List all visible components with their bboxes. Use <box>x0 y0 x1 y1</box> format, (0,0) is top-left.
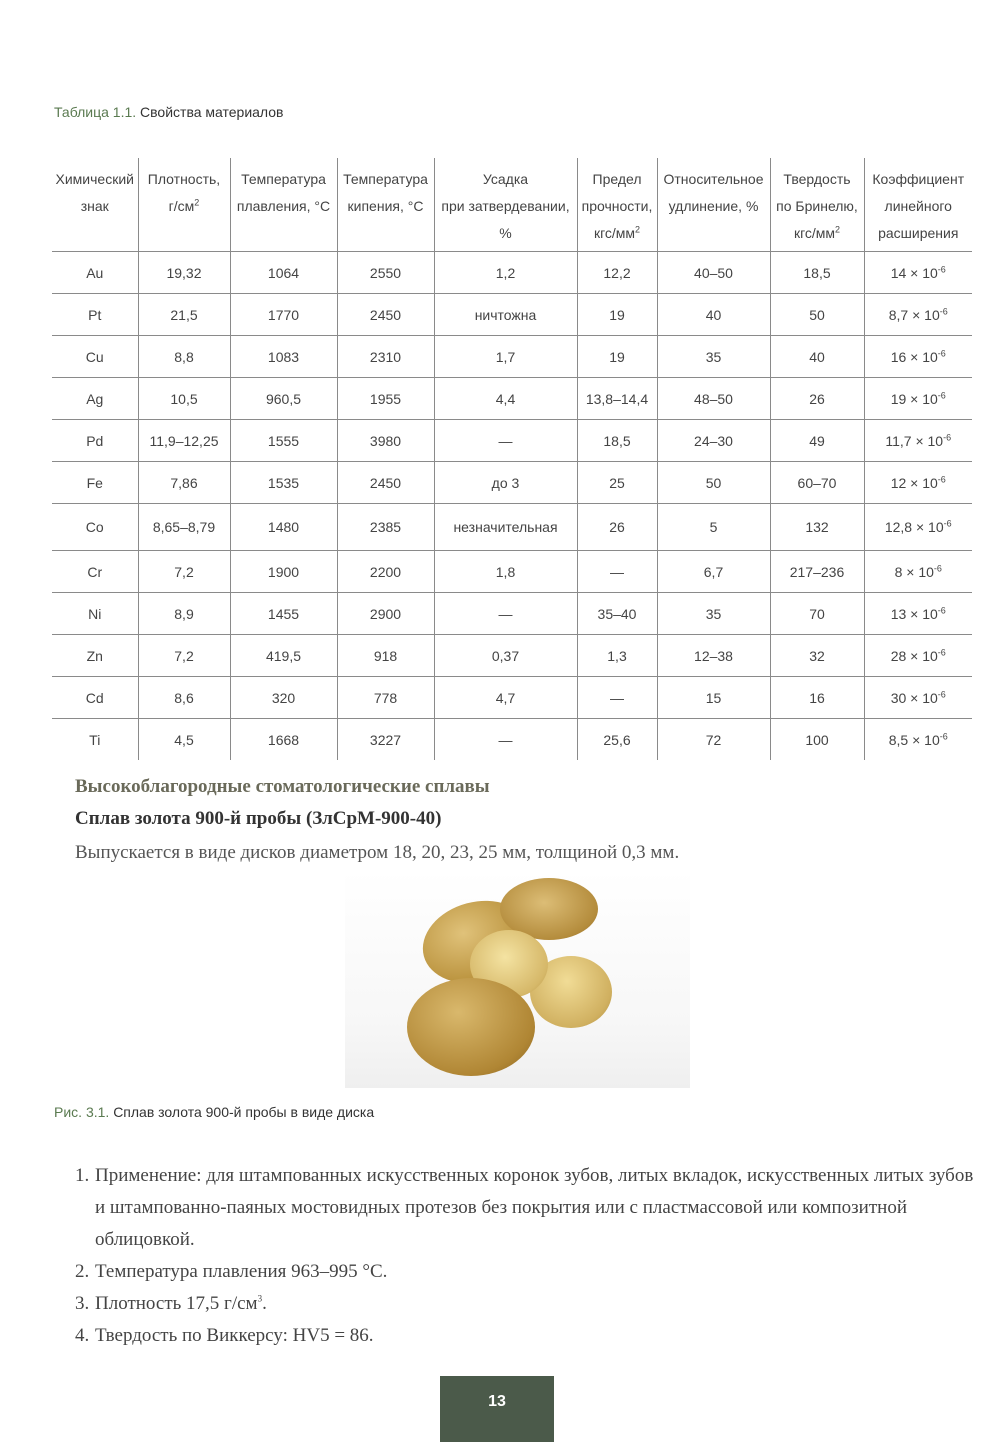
table-row <box>52 635 972 677</box>
table-cell: 4,7 <box>434 677 577 719</box>
table-cell: 35 <box>657 593 770 635</box>
table-cell: 26 <box>577 504 657 551</box>
table-cell: Cu <box>52 336 138 378</box>
table-cell: ничтожна <box>434 294 577 336</box>
table-cell: $16 \times 10^{-6}$ <box>864 336 972 378</box>
table-row <box>52 551 972 593</box>
table-cell: Ag <box>52 378 138 420</box>
table-cell: 1064 <box>230 252 337 294</box>
table-row <box>52 378 972 420</box>
list-item: 1. Применение: для штампованных искусственных коронок зубов, литых вкладок, искусственных литых зубов и штампованно-паяных мостовидных протезов без покрытия или с пластмассовой или композитной облицовкой. <box>75 1165 974 1250</box>
figure-caption-number: Рис. 3.1. <box>54 1104 110 1120</box>
table-cell: 8,6 <box>138 677 230 719</box>
table-cell: 26 <box>770 378 864 420</box>
section-paragraph: Выпускается в виде дисков диаметром 18, 20, 23, 25 мм, толщиной 0,3 мм. <box>75 842 680 863</box>
column-header: Относительное удлинение, % <box>657 158 770 252</box>
column-header: Химический знак <box>52 158 138 252</box>
table-cell: 6,7 <box>657 551 770 593</box>
table-cell: 2385 <box>337 504 434 551</box>
list-item: 3. Плотность 17,5 $г/см^3$. <box>75 1293 267 1314</box>
materials-table <box>52 158 972 760</box>
table-cell: 50 <box>657 462 770 504</box>
page-number: 13 <box>440 1376 554 1442</box>
table-cell: 72 <box>657 719 770 761</box>
table-cell: до 3 <box>434 462 577 504</box>
table-cell: 1535 <box>230 462 337 504</box>
table-cell: 25,6 <box>577 719 657 761</box>
table-cell: $11,7 \times 10^{-6}$ <box>864 420 972 462</box>
table-row <box>52 593 972 635</box>
table-cell: 1900 <box>230 551 337 593</box>
table-cell: 3227 <box>337 719 434 761</box>
list-item: 2. Температура плавления 963–995 °С. <box>75 1261 388 1282</box>
table-cell: $8,7 \times 10^{-6}$ <box>864 294 972 336</box>
table-cell: 4,4 <box>434 378 577 420</box>
list-item: 4. Твердость по Виккерсу: HV5 = 86. <box>75 1325 374 1346</box>
table-cell: 7,2 <box>138 635 230 677</box>
table-cell: Cd <box>52 677 138 719</box>
table-cell: 35 <box>657 336 770 378</box>
properties-list <box>75 1160 980 1352</box>
table-cell: Zn <box>52 635 138 677</box>
table-cell: 50 <box>770 294 864 336</box>
table-cell: $30 \times 10^{-6}$ <box>864 677 972 719</box>
table-cell: 1955 <box>337 378 434 420</box>
table-cell: Co <box>52 504 138 551</box>
table-cell: незначительная <box>434 504 577 551</box>
table-cell: — <box>434 420 577 462</box>
table-cell: 18,5 <box>770 252 864 294</box>
table-row <box>52 294 972 336</box>
column-header: Коэффициент линейного расширения <box>864 158 972 252</box>
table-cell: 8,8 <box>138 336 230 378</box>
table-cell: $12,8 \times 10^{-6}$ <box>864 504 972 551</box>
table-cell: 18,5 <box>577 420 657 462</box>
table-cell: $8 \times 10^{-6}$ <box>864 551 972 593</box>
table-cell: 12–38 <box>657 635 770 677</box>
table-row <box>52 336 972 378</box>
table-cell: 0,37 <box>434 635 577 677</box>
table-cell: $28 \times 10^{-6}$ <box>864 635 972 677</box>
column-header: Твердость по Бринелю, кгс/$мм^2$ <box>770 158 864 252</box>
table-cell: 48–50 <box>657 378 770 420</box>
table-cell: 1,8 <box>434 551 577 593</box>
table-cell: 49 <box>770 420 864 462</box>
table-caption <box>54 104 283 120</box>
table-cell: 21,5 <box>138 294 230 336</box>
table-cell: 13,8–14,4 <box>577 378 657 420</box>
table-cell: 1770 <box>230 294 337 336</box>
column-header: Предел прочности, кгс/$мм^2$ <box>577 158 657 252</box>
table-cell: 25 <box>577 462 657 504</box>
table-cell: 1,3 <box>577 635 657 677</box>
table-cell: 960,5 <box>230 378 337 420</box>
table-cell: 1480 <box>230 504 337 551</box>
table-cell: 100 <box>770 719 864 761</box>
table-cell: 40 <box>657 294 770 336</box>
table-cell: 19 <box>577 294 657 336</box>
table-cell: 918 <box>337 635 434 677</box>
gold-disc <box>407 978 535 1076</box>
table-cell: Fe <box>52 462 138 504</box>
table-cell: 419,5 <box>230 635 337 677</box>
table-cell: 70 <box>770 593 864 635</box>
table-cell: 2550 <box>337 252 434 294</box>
table-cell: 2310 <box>337 336 434 378</box>
table-cell: — <box>577 677 657 719</box>
table-cell: 1,7 <box>434 336 577 378</box>
table-cell: Au <box>52 252 138 294</box>
table-cell: $13 \times 10^{-6}$ <box>864 593 972 635</box>
table-cell: 12,2 <box>577 252 657 294</box>
table-cell: Cr <box>52 551 138 593</box>
table-cell: 5 <box>657 504 770 551</box>
table-cell: 8,65–8,79 <box>138 504 230 551</box>
table-row <box>52 462 972 504</box>
table-cell: 32 <box>770 635 864 677</box>
table-cell: 35–40 <box>577 593 657 635</box>
table-cell: 11,9–12,25 <box>138 420 230 462</box>
table-cell: $19 \times 10^{-6}$ <box>864 378 972 420</box>
table-cell: 778 <box>337 677 434 719</box>
table-cell: 132 <box>770 504 864 551</box>
table-cell: Ti <box>89 731 101 748</box>
figure-caption-text: Сплав золота 900-й пробы в виде диска <box>113 1104 375 1120</box>
table-cell: — <box>434 593 577 635</box>
table-cell: $12 \times 10^{-6}$ <box>864 462 972 504</box>
table-cell: — <box>434 719 577 761</box>
table-cell: 2450 <box>337 462 434 504</box>
table-row <box>52 719 972 761</box>
table-cell: 1,2 <box>434 252 577 294</box>
section-subheading: Сплав золота 900-й пробы (ЗлСрМ-900-40) <box>75 808 442 829</box>
table-cell: 2900 <box>337 593 434 635</box>
figure-caption <box>54 1104 374 1120</box>
table-cell: 1668 <box>230 719 337 761</box>
section-heading: Высокоблагородные стоматологические сплавы <box>75 776 490 797</box>
table-row <box>52 420 972 462</box>
table-cell: 19,32 <box>138 252 230 294</box>
table-cell: 3980 <box>337 420 434 462</box>
table-cell: $8,5 \times 10^{-6}$ <box>864 719 972 761</box>
table-cell: 320 <box>230 677 337 719</box>
table-cell: Ni <box>52 593 138 635</box>
table-row <box>52 677 972 719</box>
column-header: Плотность, $г/см^2$ <box>138 158 230 252</box>
table-cell: 19 <box>577 336 657 378</box>
table-cell: 1083 <box>230 336 337 378</box>
table-header-row <box>52 158 972 252</box>
table-cell: 2450 <box>337 294 434 336</box>
table-cell: 7,2 <box>138 551 230 593</box>
table-cell: Pd <box>52 420 138 462</box>
table-cell: $14 \times 10^{-6}$ <box>864 252 972 294</box>
table-cell: Pt <box>52 294 138 336</box>
table-caption-number: Таблица 1.1. <box>54 104 137 120</box>
table-cell: 2200 <box>337 551 434 593</box>
table-cell: 15 <box>657 677 770 719</box>
table-cell: 4,5 <box>138 719 230 761</box>
table-row <box>52 504 972 551</box>
column-header: Температура плавления, °С <box>230 158 337 252</box>
table-body <box>52 252 972 761</box>
table-row <box>52 252 972 294</box>
table-cell: 217–236 <box>770 551 864 593</box>
table-cell: 7,86 <box>138 462 230 504</box>
table-cell: 1455 <box>230 593 337 635</box>
table-cell: 24–30 <box>657 420 770 462</box>
table-cell: 60–70 <box>770 462 864 504</box>
table-cell: 40–50 <box>657 252 770 294</box>
table-cell: 8,9 <box>138 593 230 635</box>
gold-discs-photo <box>345 870 690 1088</box>
column-header: Усадка при затвердевании, % <box>434 158 577 252</box>
table-cell: 1555 <box>230 420 337 462</box>
column-header: Температура кипения, °С <box>337 158 434 252</box>
table-cell: 40 <box>770 336 864 378</box>
table-caption-text: Свойства материалов <box>140 104 284 120</box>
table-cell: 10,5 <box>138 378 230 420</box>
table-cell: — <box>577 551 657 593</box>
table-cell: 16 <box>770 677 864 719</box>
